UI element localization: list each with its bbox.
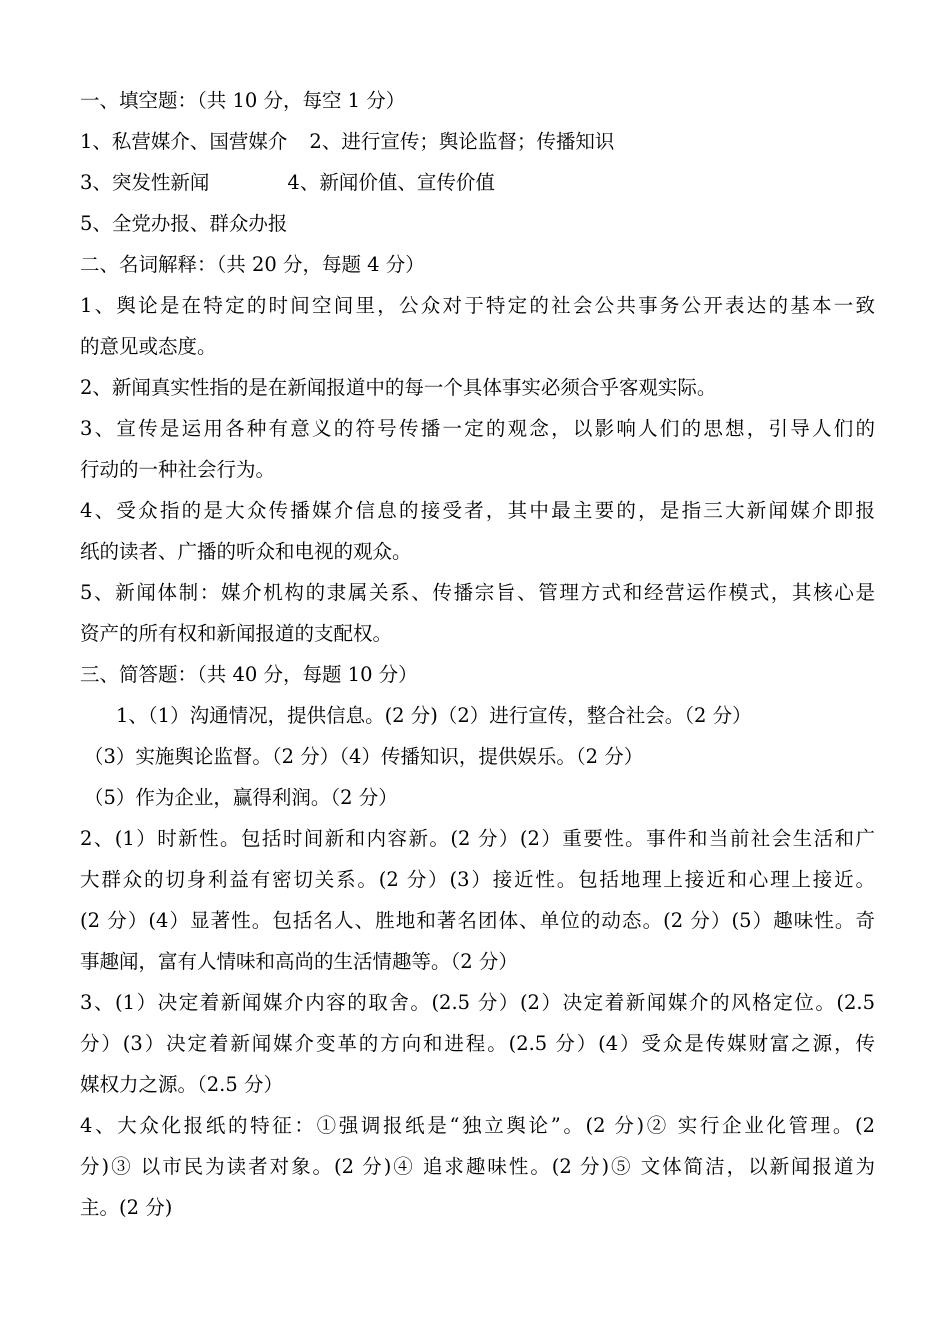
term-line: 4、受众指的是大众传播媒介信息的接受者，其中最主要的，是指三大新闻媒介即报 [80,499,875,522]
short-answer-1-line: （5）作为企业，赢得利润。（2 分） [84,786,398,809]
short-answer-3-line: 媒权力之源。（2.5 分） [80,1073,283,1096]
short-answer-4-line: 4、大众化报纸的特征：①强调报纸是“独立舆论”。(2 分)② 实行企业化管理。(2 [80,1114,875,1137]
term-line: 资产的所有权和新闻报道的支配权。 [80,622,393,645]
section-1-heading: 一、填空题：（共 10 分，每空 1 分） [80,89,406,112]
short-answer-4-line: 主。(2 分) [80,1196,173,1219]
fill-blank-row-1 [80,121,875,162]
fill-blank-answer-5: 5、全党办报、群众办报 [80,212,288,235]
term-line: 纸的读者、广播的听众和电视的观众。 [80,540,412,563]
term-line: 的意见或态度。 [80,335,217,358]
short-answer-3-line: 分）(3）决定着新闻媒介变革的方向和进程。(2.5 分）(4）受众是传媒财富之源，传 [80,1032,875,1055]
short-answer-3-line: 3、(1）决定着新闻媒介内容的取舍。(2.5 分）(2）决定着新闻媒介的风格定位。(2.5 [80,991,875,1014]
term-line: 2、新闻真实性指的是在新闻报道中的每一个具体事实必须合乎客观实际。 [80,376,717,399]
term-line: 行动的一种社会行为。 [80,458,276,481]
fill-blank-answer-3: 3、突发性新闻 [80,171,210,194]
short-answer-1-line: （3）实施舆论监督。（2 分）（4）传播知识，提供娱乐。（2 分） [84,745,644,768]
short-answer-1-line: 1、（1）沟通情况，提供信息。(2 分)（2）进行宣传，整合社会。（2 分） [116,704,752,727]
term-line: 3、宣传是运用各种有意义的符号传播一定的观念，以影响人们的思想，引导人们的 [80,417,875,440]
fill-blank-row-2 [80,162,875,203]
short-answer-2-line: 事趣闻，富有人情味和高尚的生活情趣等。（2 分） [80,950,518,973]
short-answer-4-line: 分)③ 以市民为读者对象。(2 分)④ 追求趣味性。(2 分)⑤ 文体简洁，以新闻报道为 [80,1155,875,1178]
short-answer-2-line: 2、(1）时新性。包括时间新和内容新。(2 分）(2）重要性。事件和当前社会生活和广 [80,827,875,850]
fill-blank-answer-4: 4、新闻价值、宣传价值 [287,171,495,194]
fill-blank-answer-1: 1、私营媒介、国营媒介 [80,130,288,153]
short-answer-2-line: (2 分）(4）显著性。包括名人、胜地和著名团体、单位的动态。(2 分）(5）趣味性。奇 [80,909,875,932]
section-3-heading: 三、简答题：（共 40 分，每题 10 分） [80,663,418,686]
short-answer-2-line: 大群众的切身利益有密切关系。(2 分）(3）接近性。包括地理上接近和心理上接近。 [80,868,875,891]
section-2-heading: 二、名词解释：（共 20 分，每题 4 分） [80,253,425,276]
term-line: 5、新闻体制：媒介机构的隶属关系、传播宗旨、管理方式和经营运作模式，其核心是 [80,581,875,604]
fill-blank-answer-2: 2、进行宣传；舆论监督；传播知识 [309,130,615,153]
answer-document [80,80,875,1228]
term-line: 1、舆论是在特定的时间空间里，公众对于特定的社会公共事务公开表达的基本一致 [80,294,875,317]
